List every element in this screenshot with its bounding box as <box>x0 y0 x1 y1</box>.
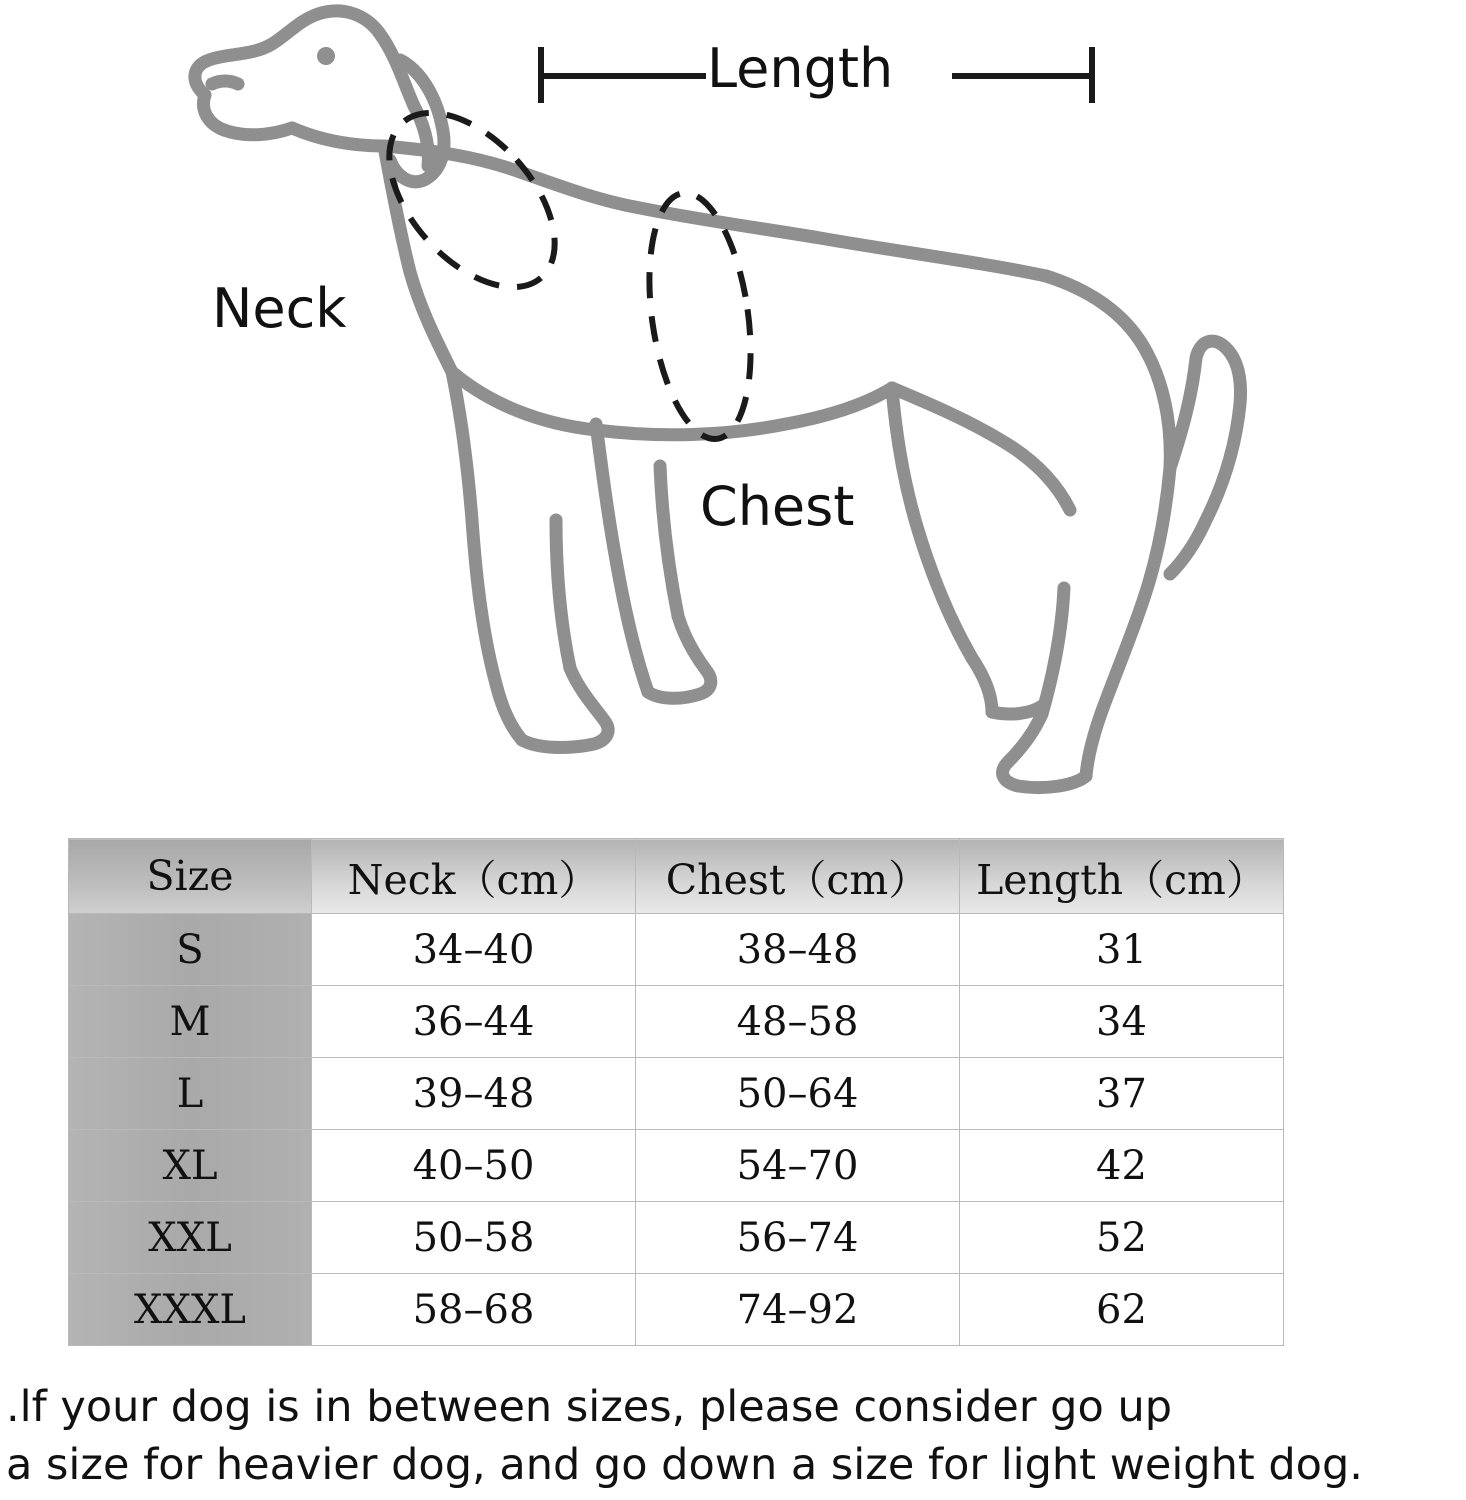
size-table <box>68 838 1284 1346</box>
cell-chest: 38–48 <box>636 914 960 986</box>
table-row <box>69 1130 1284 1202</box>
cell-size: XL <box>69 1130 312 1202</box>
length-label: Length <box>707 37 894 100</box>
cell-length: 34 <box>960 986 1284 1058</box>
header-neck: Neck（cm） <box>312 839 636 914</box>
cell-length: 42 <box>960 1130 1284 1202</box>
footnote-line-2: a size for heavier dog, and go down a size for light weight dog. <box>6 1440 1363 1490</box>
cell-chest: 48–58 <box>636 986 960 1058</box>
header-chest: Chest（cm） <box>636 839 960 914</box>
dog-silhouette-icon <box>195 11 1241 788</box>
cell-neck: 50–58 <box>312 1202 636 1274</box>
cell-chest: 54–70 <box>636 1130 960 1202</box>
cell-size: M <box>69 986 312 1058</box>
chest-label: Chest <box>700 475 855 538</box>
cell-neck: 58–68 <box>312 1274 636 1346</box>
sizing-footnote <box>6 1378 1462 1494</box>
cell-size: S <box>69 914 312 986</box>
cell-neck: 34–40 <box>312 914 636 986</box>
cell-chest: 74–92 <box>636 1274 960 1346</box>
footnote-line-1: .lf your dog is in between sizes, please consider go up <box>6 1382 1172 1432</box>
header-size: Size <box>69 839 312 914</box>
cell-length: 62 <box>960 1274 1284 1346</box>
cell-length: 31 <box>960 914 1284 986</box>
cell-chest: 50–64 <box>636 1058 960 1130</box>
cell-neck: 40–50 <box>312 1130 636 1202</box>
table-row <box>69 1058 1284 1130</box>
cell-length: 52 <box>960 1202 1284 1274</box>
table-header-row <box>69 839 1284 914</box>
cell-chest: 56–74 <box>636 1202 960 1274</box>
cell-size: L <box>69 1058 312 1130</box>
cell-neck: 36–44 <box>312 986 636 1058</box>
table-row <box>69 986 1284 1058</box>
cell-size: XXL <box>69 1202 312 1274</box>
header-length: Length（cm） <box>960 839 1284 914</box>
cell-neck: 39–48 <box>312 1058 636 1130</box>
neck-label: Neck <box>212 277 347 340</box>
table-row <box>69 1274 1284 1346</box>
table-row <box>69 914 1284 986</box>
cell-size: XXXL <box>69 1274 312 1346</box>
table-row <box>69 1202 1284 1274</box>
cell-length: 37 <box>960 1058 1284 1130</box>
